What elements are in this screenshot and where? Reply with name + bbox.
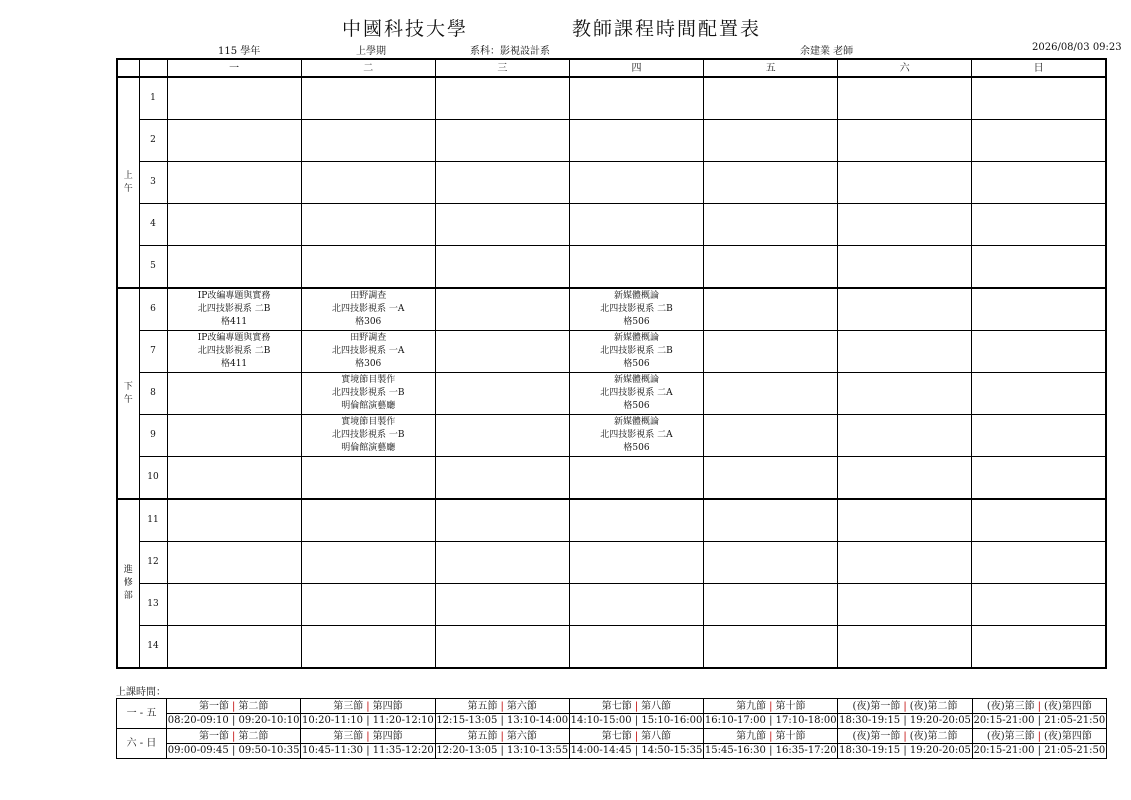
department: 系科：影視設計系	[470, 46, 550, 57]
slot-cell[interactable]	[972, 626, 1106, 669]
period-time-cell	[838, 729, 972, 759]
slot-cell[interactable]	[569, 499, 703, 542]
slot-cell[interactable]	[301, 204, 435, 246]
period-number: 1	[139, 77, 167, 120]
period-names	[167, 730, 300, 744]
slot-cell[interactable]	[972, 584, 1106, 626]
slot-cell[interactable]	[838, 499, 972, 542]
slot-cell[interactable]	[569, 457, 703, 500]
class-time-label: 上課時間：	[116, 687, 166, 698]
teacher-name: 余建業 老師	[800, 46, 854, 57]
period-time-cell	[972, 699, 1106, 729]
period-row	[117, 77, 1106, 120]
period-time-cell	[704, 699, 838, 729]
slot-cell[interactable]	[972, 204, 1106, 246]
slot-cell[interactable]	[972, 457, 1106, 500]
period-name: 第一節	[198, 731, 229, 742]
period-name: 第六節	[506, 701, 537, 712]
course-cell[interactable]: 新媒體概論 北四技影視系 二A 格506	[569, 373, 703, 415]
period-time-cell	[167, 729, 301, 759]
slot-cell[interactable]	[301, 499, 435, 542]
course-cell[interactable]: IP改編專題與實務 北四技影視系 二B 格411	[167, 288, 301, 331]
slot-cell[interactable]	[569, 584, 703, 626]
slot-cell[interactable]	[704, 246, 838, 289]
slot-cell[interactable]	[435, 626, 569, 669]
slot-cell[interactable]	[435, 584, 569, 626]
separator-mark: |	[634, 701, 639, 712]
period-row	[117, 162, 1106, 204]
slot-cell[interactable]	[704, 288, 838, 331]
period-time-cell	[838, 699, 972, 729]
slot-cell[interactable]	[972, 331, 1106, 373]
slot-cell[interactable]	[435, 457, 569, 500]
slot-cell[interactable]	[435, 288, 569, 331]
slot-cell[interactable]	[569, 120, 703, 162]
slot-cell[interactable]	[569, 204, 703, 246]
period-name: 第十節	[775, 731, 806, 742]
period-number: 3	[139, 162, 167, 204]
slot-cell[interactable]	[167, 120, 301, 162]
separator-mark: |	[500, 731, 504, 742]
period-time-range: 18:30-19:15 | 19:20-20:05	[839, 715, 971, 726]
slot-cell[interactable]	[972, 373, 1106, 415]
period-name: 第三節	[333, 701, 364, 712]
period-time-cell	[569, 729, 703, 759]
period-time-range: 16:10-17:00 | 17:10-18:00	[704, 715, 837, 726]
class-times-table	[116, 698, 1107, 759]
day-header: 一	[167, 59, 301, 77]
period-number: 2	[139, 120, 167, 162]
period-time-range: 10:45-11:30 | 11:35-12:20	[302, 745, 434, 756]
period-names	[838, 730, 971, 744]
slot-cell[interactable]	[704, 457, 838, 500]
slot-cell[interactable]	[167, 584, 301, 626]
slot-cell[interactable]	[569, 162, 703, 204]
period-name: 第五節	[467, 701, 498, 712]
semester: 上學期	[356, 46, 386, 57]
course-cell[interactable]: 田野調查 北四技影視系 一A 格306	[301, 331, 435, 373]
course-cell[interactable]: 新媒體概論 北四技影視系 二A 格506	[569, 415, 703, 457]
day-header: 六	[838, 59, 972, 77]
separator-mark: |	[903, 701, 907, 712]
period-name: (夜)第三節	[986, 731, 1035, 742]
slot-cell[interactable]	[972, 415, 1106, 457]
period-names	[436, 700, 569, 714]
corner-cell	[117, 59, 139, 77]
separator-mark: |	[366, 731, 370, 742]
slot-cell[interactable]	[301, 77, 435, 120]
period-row	[117, 120, 1106, 162]
slot-cell[interactable]	[838, 162, 972, 204]
slot-cell[interactable]	[435, 499, 569, 542]
period-time-range: 12:20-13:05 | 13:10-13:55	[436, 745, 569, 756]
period-number: 8	[139, 373, 167, 415]
form-title: 教師課程時間配置表	[572, 18, 762, 40]
slot-cell[interactable]	[301, 246, 435, 289]
period-number: 10	[139, 457, 167, 500]
day-range-label: 六 - 日	[117, 729, 167, 759]
period-time-cell	[301, 729, 435, 759]
slot-cell[interactable]	[301, 457, 435, 500]
slot-cell[interactable]	[301, 162, 435, 204]
period-number: 11	[139, 499, 167, 542]
slot-cell[interactable]	[167, 373, 301, 415]
period-names	[704, 700, 837, 714]
period-name: 第九節	[736, 701, 767, 712]
slot-cell[interactable]	[167, 77, 301, 120]
slot-cell[interactable]	[435, 542, 569, 584]
slot-cell[interactable]	[972, 77, 1106, 120]
separator-mark: |	[366, 701, 370, 712]
slot-cell[interactable]	[704, 204, 838, 246]
slot-cell[interactable]	[435, 373, 569, 415]
course-cell[interactable]: 實境節目製作 北四技影視系 一B 明倫館演藝廳	[301, 415, 435, 457]
period-number: 7	[139, 331, 167, 373]
period-time-cell	[569, 699, 703, 729]
period-row	[117, 204, 1106, 246]
period-name: (夜)第四節	[1044, 701, 1092, 712]
period-name: 第七節	[601, 701, 632, 712]
period-names	[973, 730, 1106, 744]
period-name: 第九節	[736, 731, 767, 742]
period-number: 4	[139, 204, 167, 246]
period-row	[117, 373, 1106, 415]
period-number: 14	[139, 626, 167, 669]
day-range-label: 一 - 五	[117, 699, 167, 729]
slot-cell[interactable]	[972, 288, 1106, 331]
slot-cell[interactable]	[301, 542, 435, 584]
period-name: 第七節	[601, 731, 632, 742]
corner-cell	[139, 59, 167, 77]
slot-cell[interactable]	[167, 542, 301, 584]
section-label-morning: 上 午	[117, 77, 139, 288]
period-name: 第六節	[506, 731, 537, 742]
slot-cell[interactable]	[838, 331, 972, 373]
period-time-range: 10:20-11:10 | 11:20-12:10	[302, 715, 434, 726]
separator-mark: |	[500, 701, 504, 712]
period-name: 第五節	[467, 731, 498, 742]
period-time-range: 20:15-21:00 | 21:05-21:50	[973, 745, 1106, 756]
slot-cell[interactable]	[435, 415, 569, 457]
slot-cell[interactable]	[301, 584, 435, 626]
period-row	[117, 415, 1106, 457]
slot-cell[interactable]	[435, 246, 569, 289]
period-row	[117, 542, 1106, 584]
slot-cell[interactable]	[972, 542, 1106, 584]
day-header: 日	[972, 59, 1106, 77]
slot-cell[interactable]	[704, 584, 838, 626]
slot-cell[interactable]	[569, 542, 703, 584]
period-name: (夜)第一節	[852, 701, 901, 712]
separator-mark: |	[903, 731, 907, 742]
period-names	[838, 700, 971, 714]
class-times-row	[117, 729, 1107, 759]
separator-mark: |	[1037, 731, 1042, 742]
slot-cell[interactable]	[838, 120, 972, 162]
day-header-row	[117, 59, 1106, 77]
period-name: 第四節	[372, 731, 403, 742]
academic-year: 115 學年	[218, 46, 261, 57]
period-time-cell	[704, 729, 838, 759]
slot-cell[interactable]	[435, 204, 569, 246]
period-row	[117, 331, 1106, 373]
period-name: 第四節	[372, 701, 403, 712]
school-title: 中國科技大學	[342, 18, 469, 40]
section-label-extension: 進 修 部	[117, 499, 139, 668]
period-row	[117, 246, 1106, 289]
period-name: 第十節	[775, 701, 806, 712]
slot-cell[interactable]	[435, 162, 569, 204]
slot-cell[interactable]	[167, 162, 301, 204]
slot-cell[interactable]	[838, 373, 972, 415]
day-header: 二	[301, 59, 435, 77]
period-name: 第八節	[641, 731, 672, 742]
period-time-range: 09:00-09:45 | 09:50-10:35	[167, 745, 300, 756]
period-row	[117, 626, 1106, 669]
slot-cell[interactable]	[838, 626, 972, 669]
separator-mark: |	[634, 731, 639, 742]
slot-cell[interactable]	[972, 499, 1106, 542]
period-number: 6	[139, 288, 167, 331]
slot-cell[interactable]	[167, 457, 301, 500]
separator-mark: |	[231, 731, 236, 742]
timetable	[116, 58, 1107, 669]
day-header: 三	[435, 59, 569, 77]
slot-cell[interactable]	[167, 499, 301, 542]
period-names	[436, 730, 569, 744]
period-number: 13	[139, 584, 167, 626]
separator-mark: |	[769, 701, 773, 712]
period-names	[570, 700, 703, 714]
period-time-range: 15:45-16:30 | 16:35-17:20	[704, 745, 837, 756]
slot-cell[interactable]	[569, 77, 703, 120]
day-header: 五	[704, 59, 838, 77]
period-time-range: 12:15-13:05 | 13:10-14:00	[436, 715, 569, 726]
period-name: (夜)第四節	[1044, 731, 1092, 742]
period-names	[301, 730, 434, 744]
period-names	[704, 730, 837, 744]
slot-cell[interactable]	[838, 204, 972, 246]
slot-cell[interactable]	[972, 120, 1106, 162]
slot-cell[interactable]	[704, 415, 838, 457]
period-time-cell	[167, 699, 301, 729]
period-name: (夜)第三節	[986, 701, 1035, 712]
period-number: 9	[139, 415, 167, 457]
slot-cell[interactable]	[704, 77, 838, 120]
print-timestamp: 2026/08/03 09:23	[1032, 42, 1122, 53]
slot-cell[interactable]	[838, 457, 972, 500]
period-name: (夜)第一節	[852, 731, 901, 742]
class-times-row	[117, 699, 1107, 729]
slot-cell[interactable]	[167, 415, 301, 457]
slot-cell[interactable]	[704, 542, 838, 584]
period-number: 12	[139, 542, 167, 584]
slot-cell[interactable]	[704, 626, 838, 669]
separator-mark: |	[1037, 701, 1042, 712]
period-names	[570, 730, 703, 744]
period-name: 第一節	[198, 701, 229, 712]
course-cell[interactable]: 田野調查 北四技影視系 一A 格306	[301, 288, 435, 331]
period-row	[117, 288, 1106, 331]
course-cell[interactable]: 新媒體概論 北四技影視系 二B 格506	[569, 288, 703, 331]
period-name: 第二節	[238, 731, 269, 742]
period-row	[117, 499, 1106, 542]
slot-cell[interactable]	[704, 373, 838, 415]
separator-mark: |	[231, 701, 236, 712]
slot-cell[interactable]	[167, 246, 301, 289]
slot-cell[interactable]	[569, 246, 703, 289]
period-time-range: 18:30-19:15 | 19:20-20:05	[839, 745, 971, 756]
period-name: 第三節	[333, 731, 364, 742]
slot-cell[interactable]	[972, 246, 1106, 289]
slot-cell[interactable]	[435, 77, 569, 120]
separator-mark: |	[769, 731, 773, 742]
slot-cell[interactable]	[838, 246, 972, 289]
period-time-cell	[435, 699, 569, 729]
course-cell[interactable]: 新媒體概論 北四技影視系 二B 格506	[569, 331, 703, 373]
period-time-cell	[435, 729, 569, 759]
slot-cell[interactable]	[838, 77, 972, 120]
slot-cell[interactable]	[838, 288, 972, 331]
slot-cell[interactable]	[435, 120, 569, 162]
period-names	[167, 700, 300, 714]
course-cell[interactable]: 實境節目製作 北四技影視系 一B 明倫館演藝廳	[301, 373, 435, 415]
slot-cell[interactable]	[704, 162, 838, 204]
slot-cell[interactable]	[972, 162, 1106, 204]
period-names	[301, 700, 434, 714]
slot-cell[interactable]	[301, 626, 435, 669]
period-time-range: 14:10-15:00 | 15:10-16:00	[570, 715, 703, 726]
period-name: (夜)第二節	[909, 701, 958, 712]
period-time-range: 20:15-21:00 | 21:05-21:50	[973, 715, 1106, 726]
slot-cell[interactable]	[704, 331, 838, 373]
slot-cell[interactable]	[301, 120, 435, 162]
slot-cell[interactable]	[704, 120, 838, 162]
period-row	[117, 457, 1106, 500]
period-time-range: 08:20-09:10 | 09:20-10:10	[167, 715, 300, 726]
slot-cell[interactable]	[838, 542, 972, 584]
period-name: (夜)第二節	[909, 731, 958, 742]
course-cell[interactable]: IP改編專題與實務 北四技影視系 二B 格411	[167, 331, 301, 373]
period-time-cell	[972, 729, 1106, 759]
slot-cell[interactable]	[704, 499, 838, 542]
period-name: 第八節	[641, 701, 672, 712]
period-row	[117, 584, 1106, 626]
period-names	[973, 700, 1106, 714]
period-time-cell	[301, 699, 435, 729]
period-name: 第二節	[238, 701, 269, 712]
slot-cell[interactable]	[569, 626, 703, 669]
day-header: 四	[569, 59, 703, 77]
period-time-range: 14:00-14:45 | 14:50-15:35	[570, 745, 703, 756]
slot-cell[interactable]	[838, 584, 972, 626]
slot-cell[interactable]	[167, 204, 301, 246]
slot-cell[interactable]	[167, 626, 301, 669]
period-number: 5	[139, 246, 167, 289]
slot-cell[interactable]	[838, 415, 972, 457]
slot-cell[interactable]	[435, 331, 569, 373]
section-label-afternoon: 下 午	[117, 288, 139, 499]
